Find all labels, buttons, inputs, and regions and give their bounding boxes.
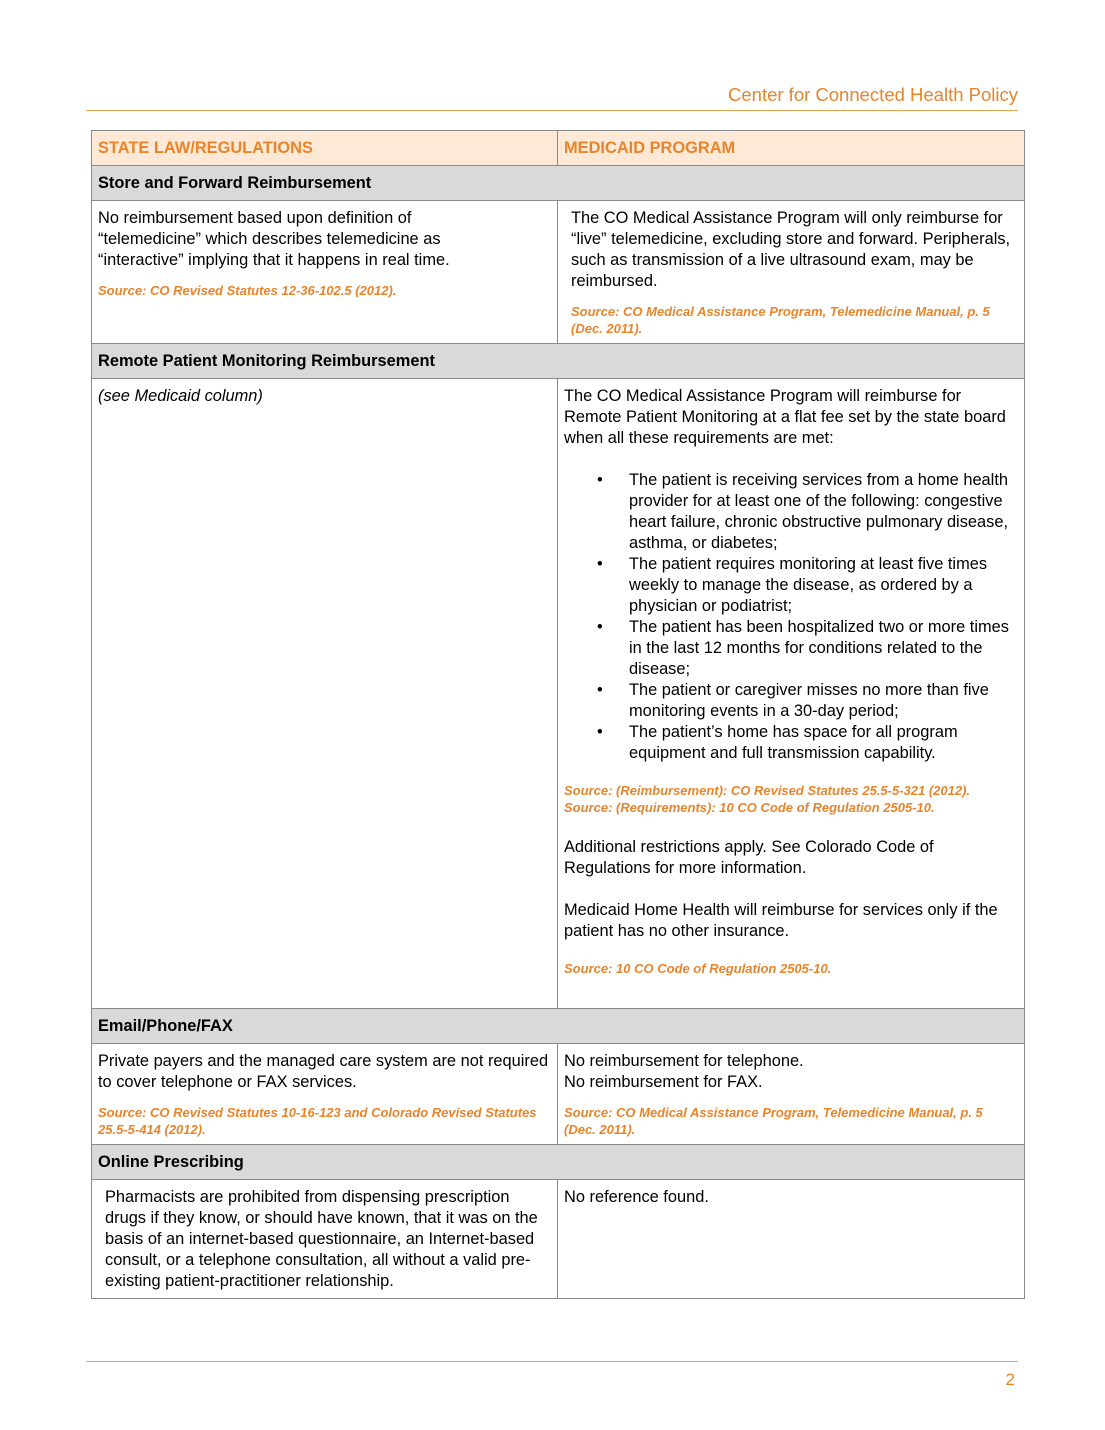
source-final: Source: 10 CO Code of Regulation 2505-10. — [564, 961, 832, 976]
medicaid-intro: The CO Medical Assistance Program will reimburse for Remote Patient Monitoring at a flat fee set by the state board when all these requirements are met: — [564, 387, 1006, 447]
section-header-store-forward — [92, 166, 1025, 201]
column-header-medicaid: MEDICAID PROGRAM — [558, 131, 1025, 166]
restrictions-text: Additional restrictions apply. See Colorado Code of Regulations for more information. — [564, 838, 934, 877]
section-title: Store and Forward Reimbursement — [92, 166, 1025, 201]
law-source: Source: CO Revised Statutes 12-36-102.5 (2012). — [98, 283, 397, 298]
list-item: • The patient is receiving services from a home health provider for at least one of the following: congestive heart failure, chronic obstructive pulmonary disease, asthma, or diabetes; — [629, 470, 1018, 554]
table-row — [92, 379, 1025, 1009]
medicaid-cell — [558, 201, 1025, 344]
list-item: • The patient has been hospitalized two or more times in the last 12 months for conditions related to the disease; — [629, 617, 1018, 680]
law-text: No reimbursement based upon definition of “telemedicine” which describes telemedicine as “interactive” implying that it happens in real time. — [98, 209, 450, 269]
source-requirements: Source: (Requirements): 10 CO Code of Regulation 2505-10. — [564, 800, 935, 815]
medicaid-text: No reference found. — [564, 1188, 709, 1206]
policy-table — [91, 130, 1025, 1299]
section-title: Online Prescribing — [92, 1145, 1025, 1180]
law-text: (see Medicaid column) — [98, 387, 263, 405]
medicaid-source: Source: CO Medical Assistance Program, Telemedicine Manual, p. 5 (Dec. 2011). — [571, 304, 990, 336]
source-reimbursement: Source: (Reimbursement): CO Revised Statutes 25.5-5-321 (2012). — [564, 783, 971, 798]
table-row — [92, 1044, 1025, 1145]
table-row — [92, 201, 1025, 344]
law-text: Pharmacists are prohibited from dispensing prescription drugs if they know, or should have known, that it was on the basis of an internet-based questionnaire, an Internet-based consult, or a telephone consultation, all without a valid pre-existing patient-practitioner relationship. — [105, 1188, 538, 1290]
column-header-state-law: STATE LAW/REGULATIONS — [92, 131, 558, 166]
medicaid-cell — [558, 1044, 1025, 1145]
section-header-online-prescribing — [92, 1145, 1025, 1180]
section-title: Remote Patient Monitoring Reimbursement — [92, 344, 1025, 379]
requirements-list — [564, 470, 1018, 764]
law-source: Source: CO Revised Statutes 10-16-123 and Colorado Revised Statutes 25.5-5-414 (2012). — [98, 1105, 537, 1137]
list-item: • The patient requires monitoring at least five times weekly to manage the disease, as ordered by a physician or podiatrist; — [629, 554, 1018, 617]
medicaid-cell — [558, 1180, 1025, 1299]
law-cell — [92, 379, 558, 1009]
header-title: Center for Connected Health Policy — [728, 84, 1018, 105]
law-cell — [92, 201, 558, 344]
footer-rule — [86, 1361, 1018, 1362]
law-cell — [92, 1044, 558, 1145]
section-header-remote-monitoring — [92, 344, 1025, 379]
table-row — [92, 1180, 1025, 1299]
list-item: • The patient’s home has space for all program equipment and full transmission capability. — [629, 722, 1018, 764]
list-item: • The patient or caregiver misses no more than five monitoring events in a 30-day period; — [629, 680, 1018, 722]
law-text: Private payers and the managed care system are not required to cover telephone or FAX services. — [98, 1052, 549, 1091]
medicaid-text: The CO Medical Assistance Program will only reimburse for “live” telemedicine, excluding store and forward. Peripherals, such as transmission of a live ultrasound exam, may be reimbursed. — [571, 209, 1011, 290]
section-title: Email/Phone/FAX — [92, 1009, 1025, 1044]
home-health-text: Medicaid Home Health will reimburse for services only if the patient has no other insurance. — [564, 901, 998, 940]
medicaid-source: Source: CO Medical Assistance Program, Telemedicine Manual, p. 5 (Dec. 2011). — [564, 1105, 983, 1137]
table-header-row — [92, 131, 1025, 166]
medicaid-cell — [558, 379, 1025, 1009]
page-number: 2 — [1005, 1370, 1015, 1389]
section-header-email-phone-fax — [92, 1009, 1025, 1044]
law-cell — [92, 1180, 558, 1299]
medicaid-line: No reimbursement for telephone. — [564, 1052, 804, 1070]
medicaid-line: No reimbursement for FAX. — [564, 1073, 763, 1091]
header-rule — [86, 110, 1018, 111]
